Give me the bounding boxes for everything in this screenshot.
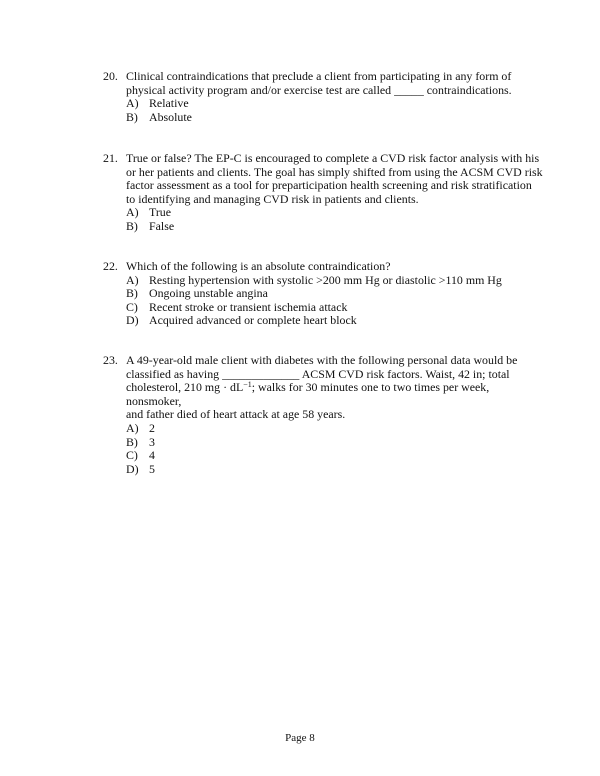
question-text: [126, 354, 543, 422]
question-22-stem: [103, 260, 543, 274]
answer-options: [103, 274, 543, 328]
page-footer: [0, 732, 600, 746]
answer-option-a: [103, 422, 543, 436]
option-text: Relative: [149, 96, 189, 111]
option-letter: A): [126, 96, 139, 111]
question-text-line: and father died of heart attack at age 58 years.: [126, 407, 346, 422]
question-number: 20.: [103, 69, 118, 83]
answer-option-c: [103, 301, 543, 315]
option-text: 4: [149, 448, 155, 463]
option-letter: A): [126, 272, 139, 287]
option-letter: B): [126, 218, 138, 233]
question-text: Clinical contraindications that preclude a client from participating in any form of physical activity program and/or exercise test are called _____ contraindications.: [126, 69, 512, 97]
option-letter: A): [126, 420, 139, 435]
option-letter: B): [126, 434, 138, 449]
option-text: Absolute: [149, 109, 192, 124]
option-text: Resting hypertension with systolic >200 mm Hg or diastolic >110 mm Hg: [149, 272, 502, 287]
superscript-exponent: −1: [243, 380, 252, 390]
question-22: [103, 260, 543, 328]
answer-option-b: [103, 220, 543, 234]
question-23: [103, 354, 543, 476]
option-text: 5: [149, 461, 155, 476]
option-text: 3: [149, 434, 155, 449]
answer-option-a: [103, 206, 543, 220]
answer-option-b: [103, 287, 543, 301]
answer-option-c: [103, 449, 543, 463]
answer-option-b: [103, 436, 543, 450]
question-number: 22.: [103, 259, 118, 273]
option-letter: C): [126, 299, 138, 314]
answer-option-d: [103, 314, 543, 328]
question-text-line: classified as having _____________ ACSM CVD risk factors. Waist, 42 in; total: [126, 366, 510, 381]
option-letter: A): [126, 205, 139, 220]
option-text: Recent stroke or transient ischemia attack: [149, 299, 348, 314]
option-letter: D): [126, 461, 139, 476]
question-text-line: cholesterol, 210 mg · dL: [126, 380, 244, 395]
question-21: [103, 152, 543, 234]
question-21-stem: [103, 152, 543, 206]
answer-option-d: [103, 463, 543, 477]
answer-options: [103, 97, 543, 124]
question-20: [103, 70, 543, 124]
question-number: 21.: [103, 151, 118, 165]
option-letter: C): [126, 448, 138, 463]
question-text: True or false? The EP-C is encouraged to complete a CVD risk factor analysis with his or her patients and clients. The goal has simply shifted from using the ACSM CVD risk factor assessment as a tool for preparticipation health screening and risk stratification to identifying and managing CVD risk in patients and clients.: [126, 151, 543, 206]
question-text: Which of the following is an absolute contraindication?: [126, 259, 391, 273]
answer-options: [103, 422, 543, 476]
option-text: Ongoing unstable angina: [149, 286, 268, 301]
option-text: False: [149, 218, 175, 233]
answer-option-b: [103, 111, 543, 125]
question-23-stem: [103, 354, 543, 422]
question-20-stem: [103, 70, 543, 97]
question-text-line: A 49-year-old male client with diabetes with the following personal data would be: [126, 353, 518, 367]
option-text: True: [149, 205, 172, 220]
answer-option-a: [103, 274, 543, 288]
answer-options: [103, 206, 543, 233]
question-number: 23.: [103, 353, 118, 367]
option-letter: B): [126, 286, 138, 301]
option-letter: B): [126, 109, 138, 124]
option-letter: D): [126, 313, 139, 328]
page-number: Page 8: [285, 732, 315, 744]
option-text: 2: [149, 420, 155, 435]
question-text-line: ; walks for 30 minutes one to two times per week, nonsmoker,: [126, 380, 490, 408]
answer-option-a: [103, 97, 543, 111]
option-text: Acquired advanced or complete heart block: [149, 313, 357, 328]
